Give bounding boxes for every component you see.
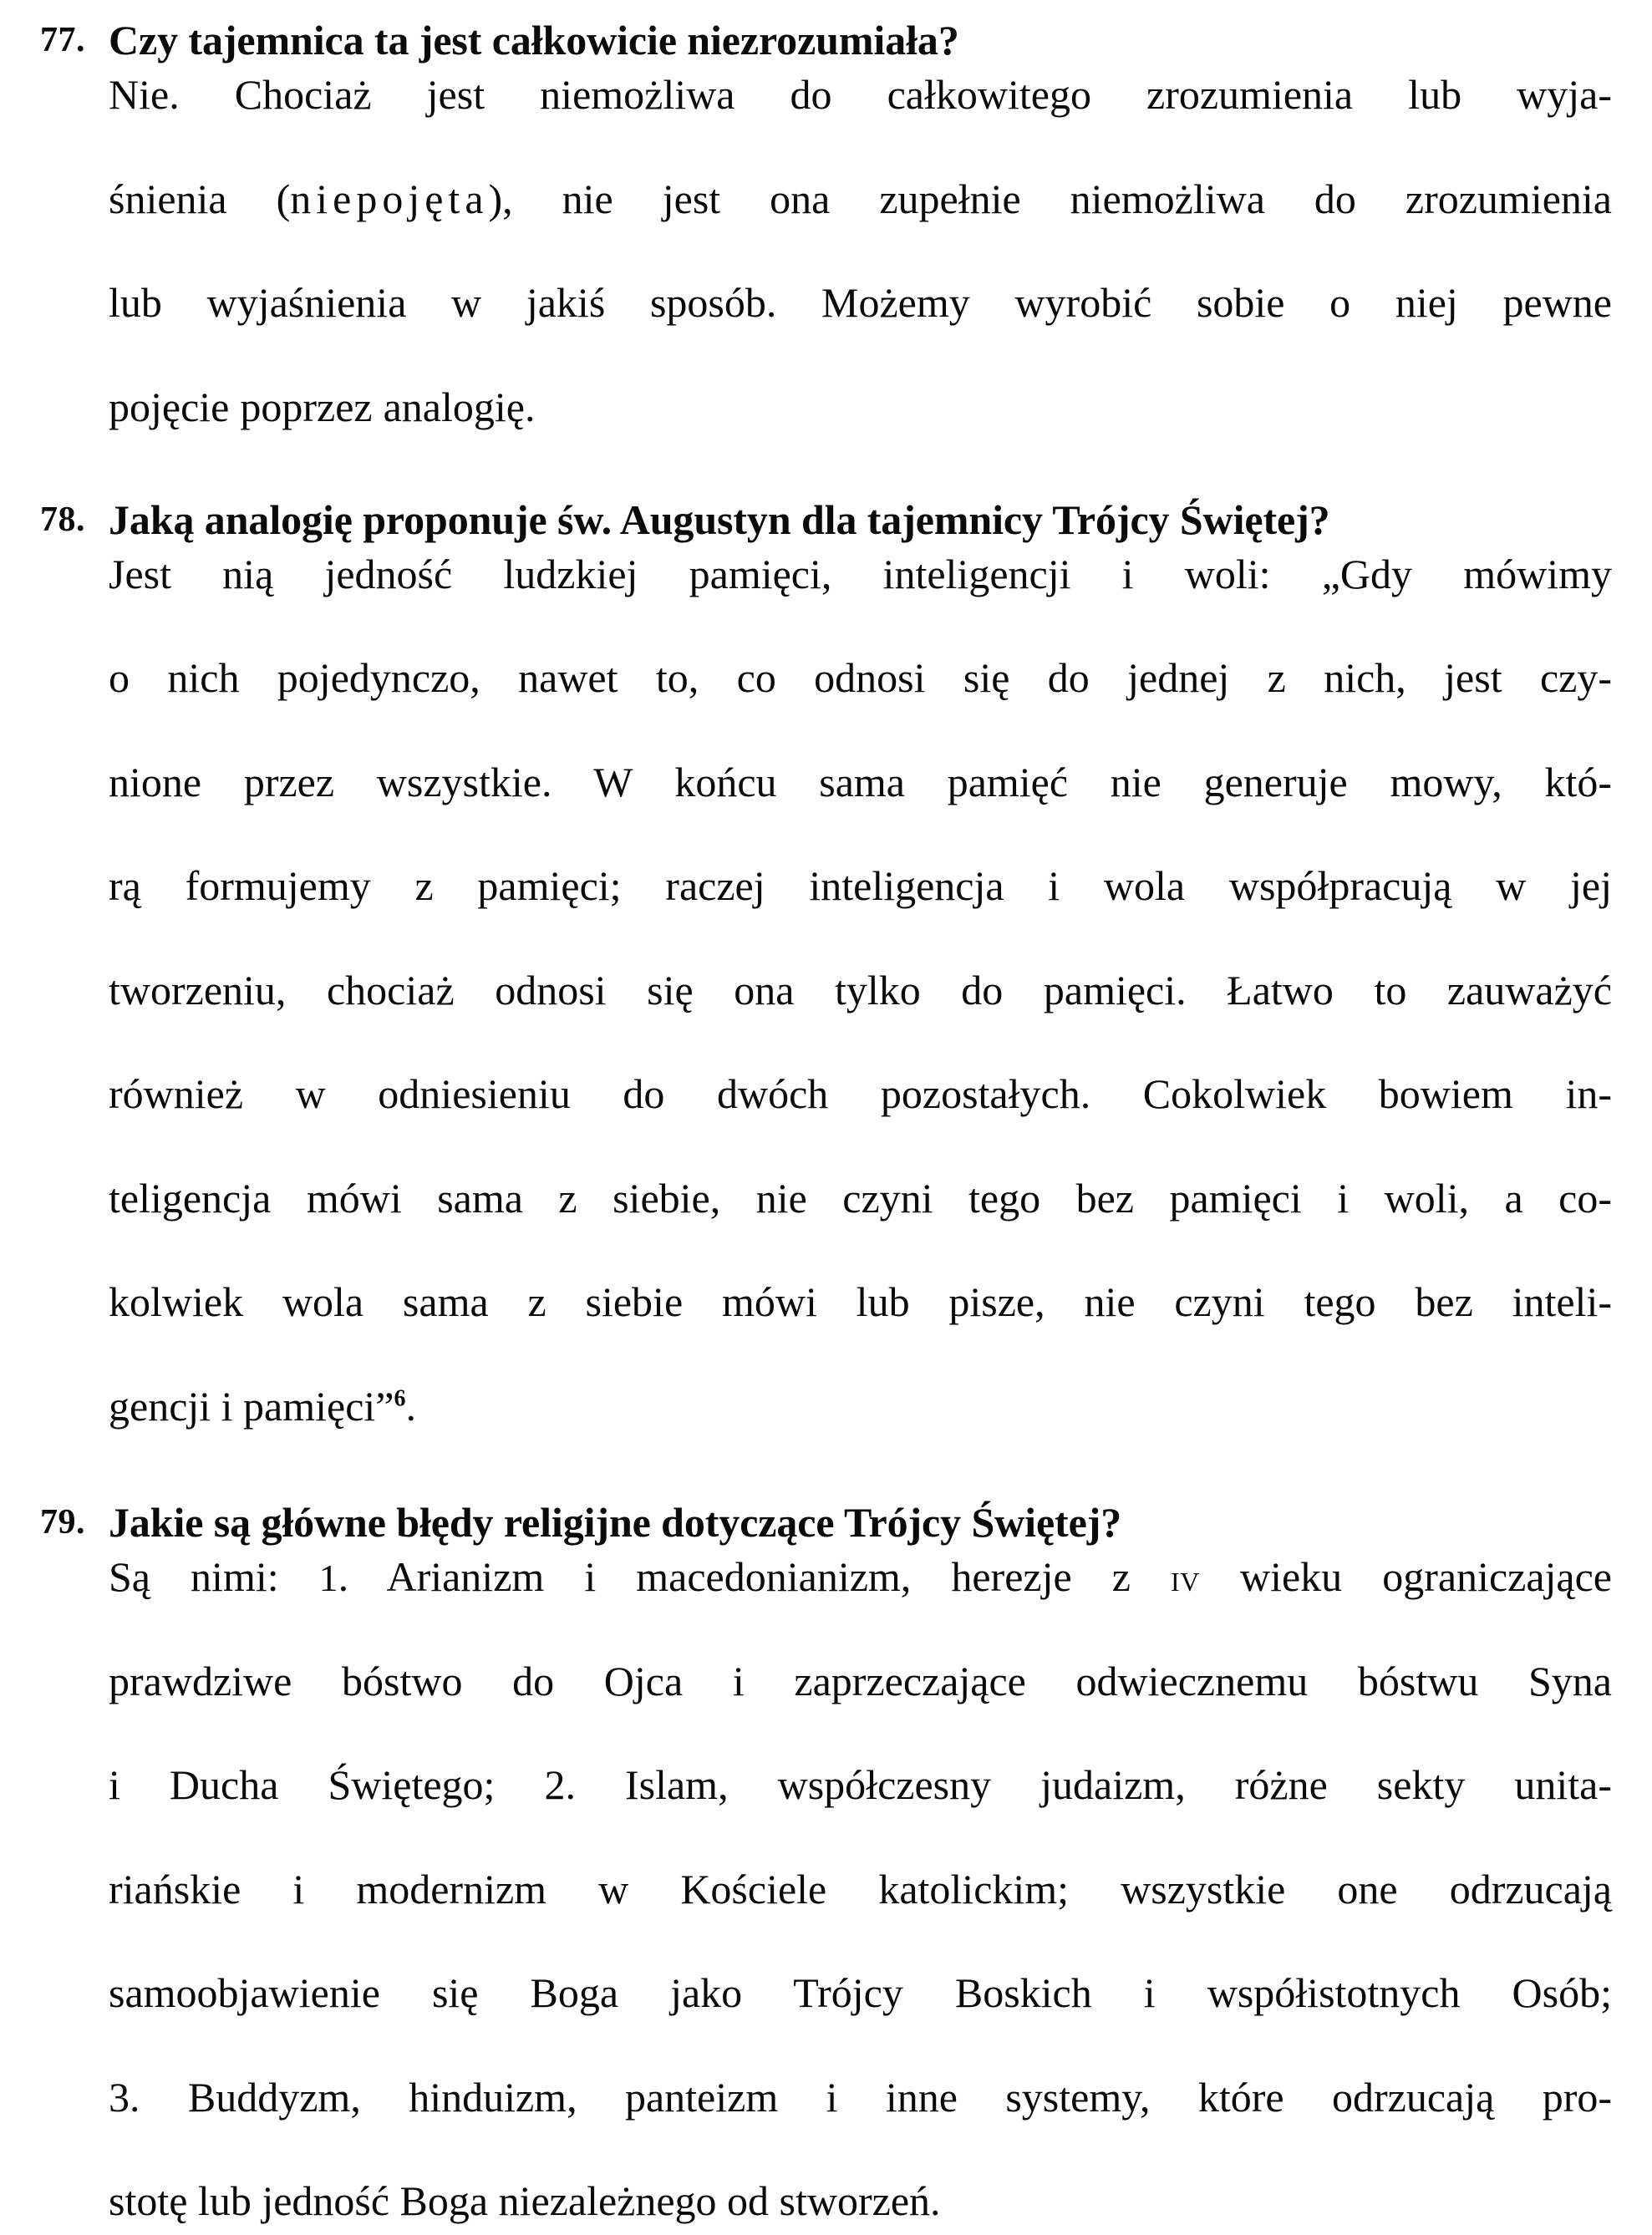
answer-line: tworzeniu, chociaż odnosi się ona tylko do pamięci. Łatwo to zauważyć (109, 966, 1612, 1013)
answer-line-part: śnienia ( (109, 175, 291, 222)
question-number-77: 77. (40, 21, 85, 59)
answer-body-78 (40, 548, 1612, 1432)
answer-line-part: . (405, 1382, 417, 1430)
answer-line: rą formujemy z pamięci; raczej inteligencja i wola współpracują w jej (109, 862, 1612, 910)
answer-line: stotę lub jedność Boga niezależnego od stworzeń. (109, 2177, 941, 2224)
letterspaced-term: niepojęta (290, 175, 489, 222)
enumeration-number: 1 (318, 1557, 338, 1599)
answer-line-part: gencji i pamięci” (109, 1382, 394, 1430)
question-heading-78 (40, 495, 1612, 545)
qa-item-79 (40, 1497, 1612, 2227)
answer-line: nione przez wszystkie. W końcu sama pamięć nie generuje mowy, któ- (109, 758, 1612, 805)
qa-item-77 (40, 15, 1612, 433)
answer-line (109, 173, 1612, 277)
answer-line: samoobjawienie się Boga jako Trójcy Boskich i współistotnych Osób; (109, 1969, 1612, 2016)
answer-line: pojęcie poprzez analogię. (109, 383, 536, 430)
answer-line: riańskie i modernizm w Kościele katolickim; wszystkie one odrzucają (109, 1865, 1612, 1912)
answer-line: 3. Buddyzm, hinduizm, panteizm i inne systemy, które odrzucają pro- (109, 2073, 1612, 2121)
answer-line: również w odniesieniu do dwóch pozostałych. Cokolwiek bowiem in- (109, 1070, 1612, 1118)
question-number-78: 78. (40, 500, 85, 539)
answer-body-77 (40, 69, 1612, 433)
answer-line (109, 1551, 1612, 1655)
answer-line-part: wieku ograniczające (1199, 1553, 1612, 1600)
answer-line: kolwiek wola sama z siebie mówi lub pisze, nie czyni tego bez inteli- (109, 1278, 1612, 1326)
question-heading-77 (40, 15, 1612, 65)
answer-line: Jest nią jedność ludzkiej pamięci, inteligencji i woli: „Gdy mówimy (109, 550, 1612, 597)
footnote-marker: 6 (394, 1385, 406, 1412)
answer-line: Nie. Chociaż jest niemożliwa do całkowitego zrozumienia lub wyja- (109, 71, 1612, 118)
question-text-79: Jakie są główne błędy religijne dotyczące Trójcy Świętej? (109, 1499, 1122, 1546)
answer-line: i Ducha Świętego; 2. Islam, współczesny judaizm, różne sekty unita- (109, 1761, 1612, 1808)
answer-line-part: . Arianizm i macedonianizm, herezje z (338, 1553, 1171, 1600)
answer-line: o nich pojedynczo, nawet to, co odnosi się do jednej z nich, jest czy- (109, 654, 1612, 702)
answer-line: prawdziwe bóstwo do Ojca i zaprzeczające odwiecznemu bóstwu Syna (109, 1657, 1612, 1704)
answer-body-79 (40, 1551, 1612, 2227)
qa-item-78 (40, 495, 1612, 1432)
answer-line-part: Są nimi: (109, 1553, 319, 1600)
answer-line-part: ), nie jest ona zupełnie niemożliwa do zrozumienia (488, 175, 1612, 222)
answer-line: lub wyjaśnienia w jakiś sposób. Możemy wyrobić sobie o niej pewne (109, 279, 1612, 326)
answer-line (109, 1380, 1612, 1432)
question-text-77: Czy tajemnica ta jest całkowicie niezrozumiała? (109, 17, 959, 63)
answer-line: teligencja mówi sama z siebie, nie czyni tego bez pamięci i woli, a co- (109, 1174, 1612, 1222)
question-text-78: Jaką analogię proponuje św. Augustyn dla tajemnicy Trójcy Świętej? (109, 495, 1330, 543)
question-number-79: 79. (40, 1503, 85, 1542)
question-heading-79 (40, 1497, 1612, 1547)
roman-numeral: iv (1170, 1557, 1200, 1599)
